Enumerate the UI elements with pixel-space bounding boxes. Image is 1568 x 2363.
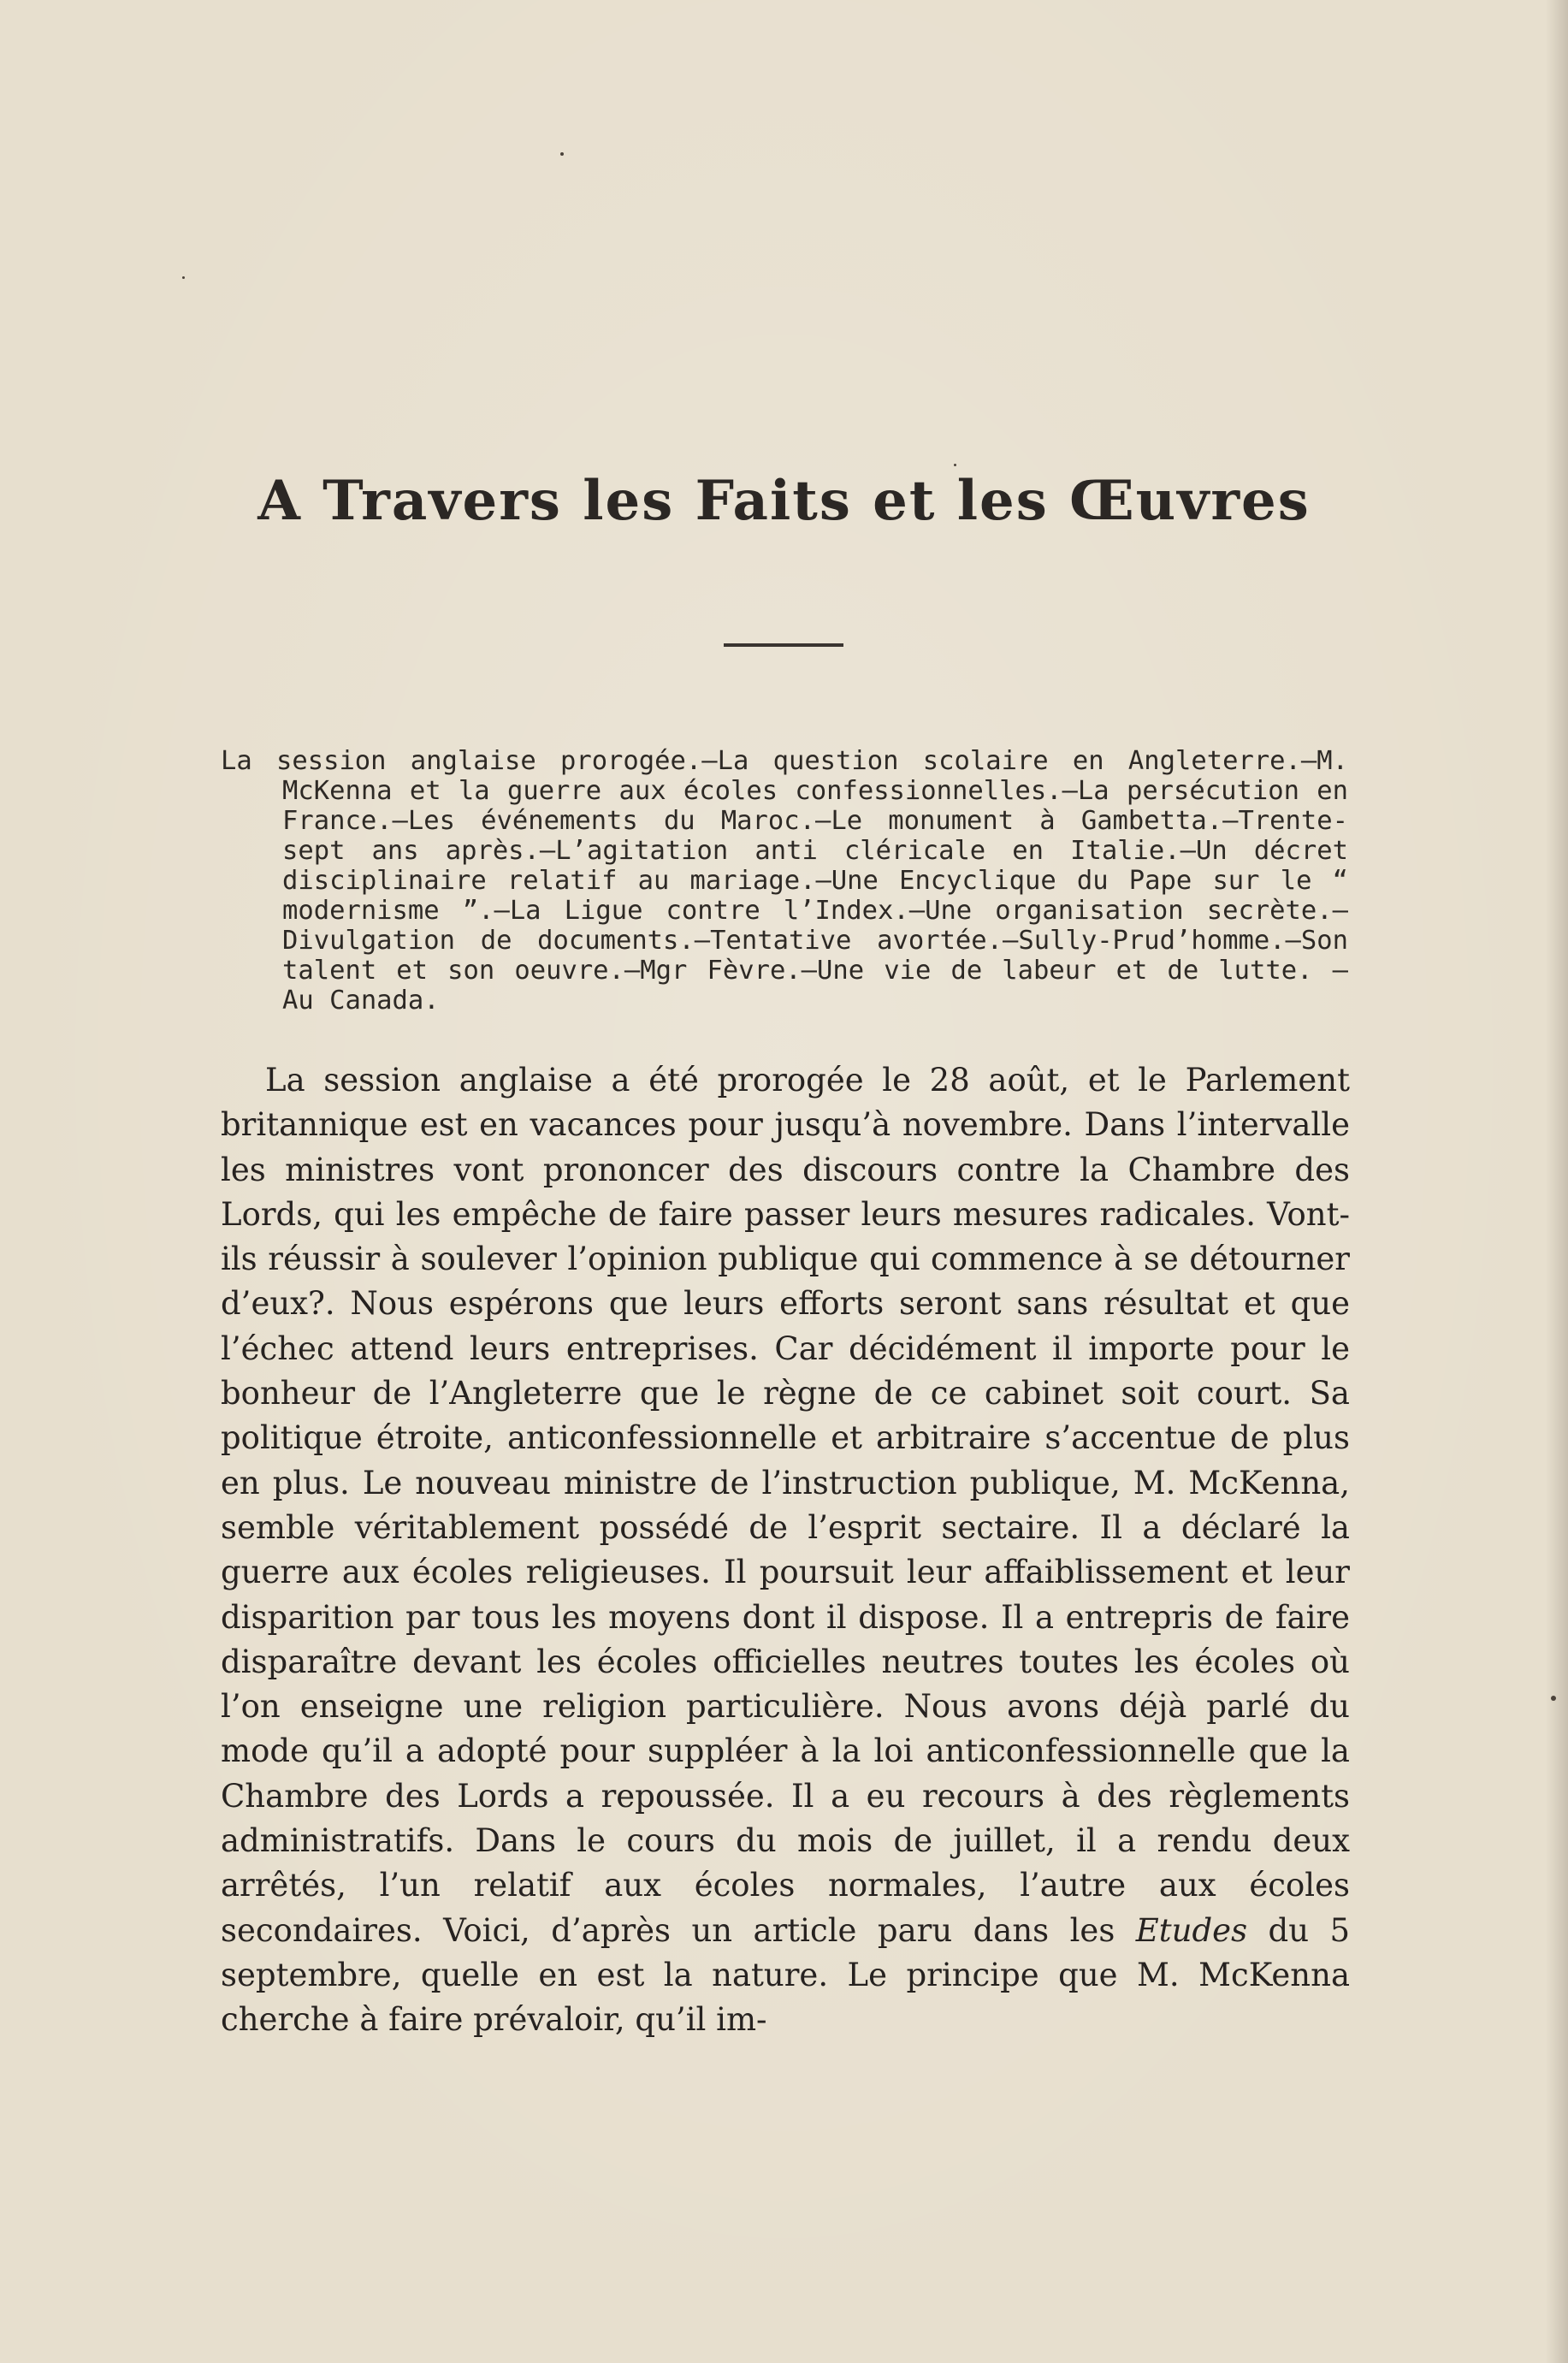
paper-speck [1551,1696,1556,1701]
body-paragraph [221,1058,1350,2043]
body-text [221,1058,1350,2043]
paper-speck [954,464,956,466]
paper-speck [560,152,564,156]
title-divider [724,643,843,647]
publication-title: Etudes [1135,1911,1248,1949]
body-text-main: La session anglaise a été prorogée le 28 août, et le Parlement britannique est en vacances pour jusqu’à novembre. Dans l’intervalle les ministres vont prononcer des discours contre la Chambre des Lords, qui les empêche de faire passer leurs mesures radicales. Vont-ils réussir à soulever l’opinion publique qui commence à se détourner d’eux?. Nous espérons que leurs efforts seront sans résultat et que l’échec attend leurs entreprises. Car décidément il importe pour le bonheur de l’Angleterre que le règne de ce cabinet soit court. Sa politique étroite, anticonfessionnelle et arbitraire s’accentue de plus en plus. Le nouveau ministre de l’instruction publique, M. McKenna, semble véritablement possédé de l’esprit sectaire. Il a déclaré la guerre aux écoles religieuses. Il poursuit leur affaiblissement et leur disparition par tous les moyens dont il dispose. Il a entrepris de faire disparaître devant les écoles officielles neutres toutes les écoles où l’on enseigne une religion particulière. Nous avons déjà parlé du mode qu’il a adopté pour suppléer à la loi anticonfessionnelle que la Chambre des Lords a repoussée. Il a eu recours à des règlements administratifs. Dans le cours du mois de juillet, il a rendu deux arrêtés, l’un relatif aux écoles normales, l’autre aux écoles secondaires. Voici, d’après un article paru dans les [221,1062,1350,1949]
body-text-end: du 5 septembre, quelle en est la nature. Le principe que M. McKenna cherche à faire prévaloir, qu’il im- [221,1911,1351,2039]
page-edge-shadow [1546,0,1568,2363]
chapter-summary: La session anglaise prorogée.—La question scolaire en Angleterre.—M. McKenna et la guerre aux écoles confessionnelles.—La persécution en France.—Les événements du Maroc.—Le monument à Gambetta.—Trente-sept ans après.—L’agitation anti cléricale en Italie.—Un décret disciplinaire relatif au mariage.—Une Encyclique du Pape sur le “ modernisme ”.—La Ligue contre l’Index.—Une organisation secrète.—Divulgation de documents.—Tentative avortée.—Sully-Prud’homme.—Son talent et son oeuvre.—Mgr Fèvre.—Une vie de labeur et de lutte. — Au Canada. [221,746,1348,1016]
chapter-title: A Travers les Faits et les Œuvres [257,469,1311,533]
paper-speck [182,276,185,279]
